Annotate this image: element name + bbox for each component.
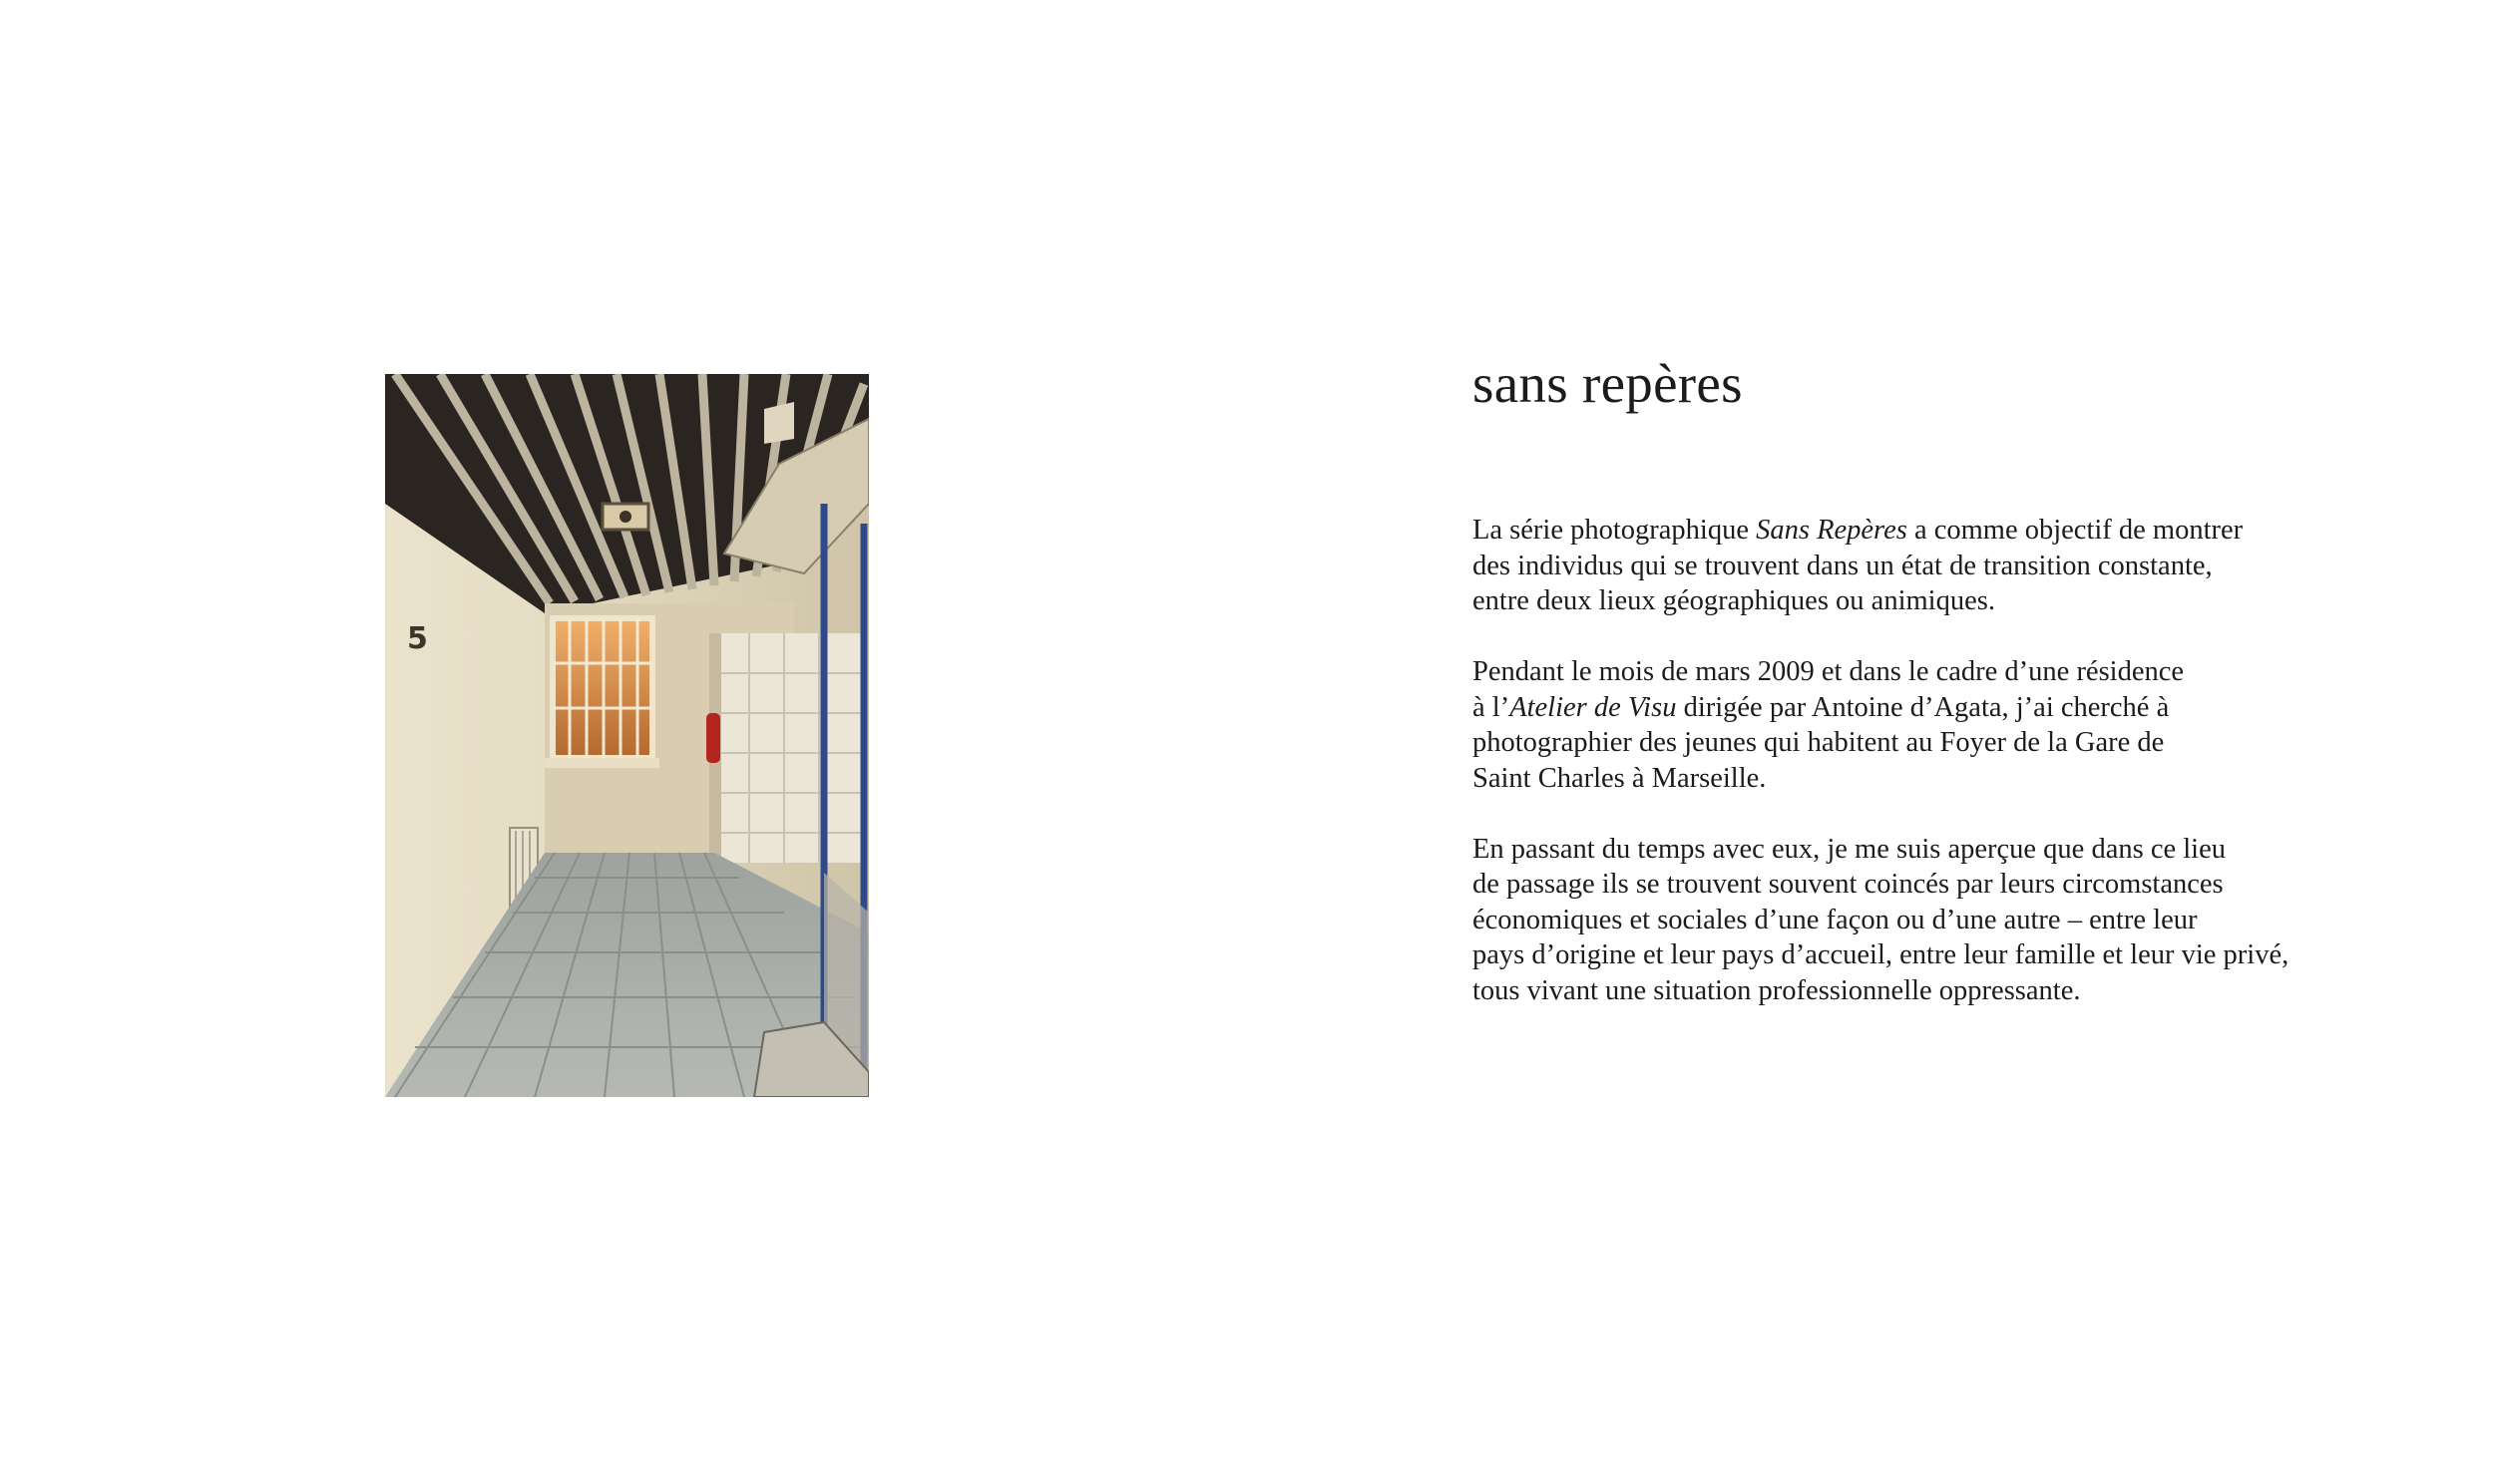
text-line — [1472, 725, 2370, 761]
text-line — [1472, 937, 2370, 973]
text-segment: Pendant le mois de mars 2009 et dans le cadre d’une résidence — [1472, 656, 2185, 687]
text-column — [1472, 349, 2370, 1044]
text-segment: pays d’origine et leur pays d’accueil, entre leur famille et leur vie privé, — [1472, 939, 2289, 970]
text-line — [1472, 513, 2370, 549]
paragraph — [1472, 832, 2370, 1009]
italic-title-text: Atelier de Visu — [1509, 691, 1677, 723]
text-line — [1472, 549, 2370, 584]
corridor-photo — [385, 374, 869, 1097]
text-line — [1472, 690, 2370, 726]
corridor-photo-illustration — [385, 374, 869, 1097]
text-segment: a comme objectif de montrer — [1906, 515, 2244, 546]
text-segment: dirigée par Antoine d’Agata, j’ai cherché à — [1676, 691, 2170, 723]
text-line — [1472, 832, 2370, 868]
text-segment: de passage ils se trouvent souvent coincés par leurs circomstances — [1472, 869, 2224, 900]
text-segment: entre deux lieux géographiques ou animiques. — [1472, 585, 1995, 616]
text-line — [1472, 867, 2370, 903]
text-segment: La série photographique — [1472, 515, 1757, 546]
text-segment: En passant du temps avec eux, je me suis aperçue que dans ce lieu — [1472, 833, 2226, 865]
wall-number: 5 — [407, 621, 428, 656]
italic-title-text: Sans Repères — [1756, 515, 1907, 546]
fire-extinguisher — [706, 713, 720, 763]
text-line — [1472, 761, 2370, 797]
text-segment: des individus qui se trouvent dans un état de transition constante, — [1472, 550, 2213, 581]
paragraph — [1472, 513, 2370, 619]
text-segment: à l’ — [1472, 691, 1510, 723]
text-segment: tous vivant une situation professionnelle oppressante. — [1472, 974, 2081, 1006]
page-title: sans repères — [1472, 353, 1743, 414]
text-line — [1472, 973, 2370, 1009]
text-line — [1472, 583, 2370, 619]
text-segment: photographier des jeunes qui habitent au Foyer de la Gare de — [1472, 727, 2165, 758]
paragraph — [1472, 654, 2370, 796]
body-text — [1472, 513, 2370, 1008]
text-segment: Saint Charles à Marseille. — [1472, 762, 1767, 794]
text-line — [1472, 903, 2370, 938]
text-segment: économiques et sociales d’une façon ou d’une autre – entre leur — [1472, 904, 2198, 935]
text-line — [1472, 654, 2370, 690]
